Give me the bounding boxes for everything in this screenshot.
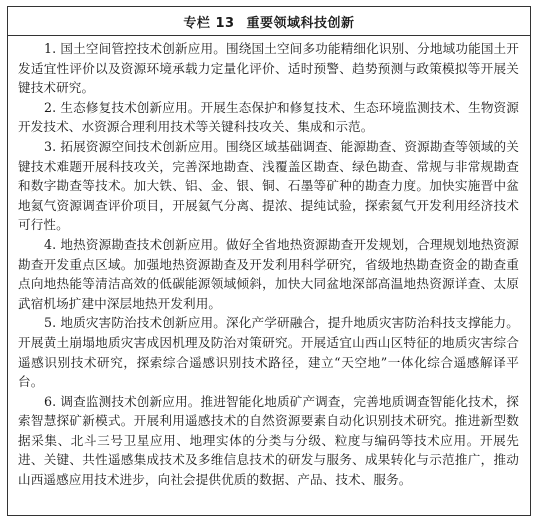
column-header: [8, 7, 530, 36]
paragraph-4: 4. 地热资源勘查技术创新应用。做好全省地热资源勘查开发规划，合理规划地热资源勘查开发重点区域。加强地热资源勘查及开发利用科学研究，省级地热勘查资金的勘查重点向地热能等清洁高效的低碳能源领域倾斜，加快大同盆地深部高温地热资源详查、太原武宿机场扩建中深层地热开发利用。: [18, 236, 519, 311]
paragraph-6: 6. 调查监测技术创新应用。推进智能化地质矿产调查，完善地质调查智能化技术，探索智慧探矿新模式。开展利用遥感技术的自然资源要素自动化识别技术研究。推进新型数据采集、北斗三号卫星应用、地理实体的分类与分级、粒度与编码等技术应用。开展先进、关键、共性遥感集成技术及多维信息技术的研发与服务、成果转化与示范推广，推动山西遥感应用技术进步，向社会提供优质的数据、产品、技术、服务。: [18, 393, 519, 488]
paragraph-5: 5. 地质灾害防治技术创新应用。深化产学研融合，提升地质灾害防治科技支撑能力。开展黄土崩塌地质灾害成因机理及防治对策研究。开展适宜山西山区特征的地质灾害综合遥感识别技术研究，探索综合遥感识别技术路径，建立“天空地”一体化综合遥感解译平台。: [18, 315, 519, 390]
paragraph-3: 3. 拓展资源空间技术创新应用。围绕区域基础调查、能源勘查、资源勘查等领域的关键技术难题开展科技攻关，完善深地勘查、浅覆盖区勘查、绿色勘查、常规与非常规勘查和数字勘查等技术。加大铁、铝、金、银、铜、石墨等矿种的勘查力度。加快实施晋中盆地氦气资源调查评价项目，开展氦气分离、提浓、提纯试验，探索氦气开发利用经济技术可行性。: [18, 138, 519, 233]
column-label: 专栏 13: [183, 15, 235, 31]
paragraph-1: 1. 国土空间管控技术创新应用。围绕国土空间多功能精细化识别、分地域功能国土开发适宜性评价以及资源环境承载力定量化评价、适时预警、趋势预测与政策模拟等开展关键技术研究。: [18, 41, 519, 96]
column-title: 重要领域科技创新: [246, 15, 355, 31]
column-box: [7, 6, 531, 516]
column-content: [8, 36, 530, 490]
paragraph-2: 2. 生态修复技术创新应用。开展生态保护和修复技术、生态环境监测技术、生物资源开发技术、水资源合理利用技术等关键科技攻关、集成和示范。: [18, 99, 519, 135]
